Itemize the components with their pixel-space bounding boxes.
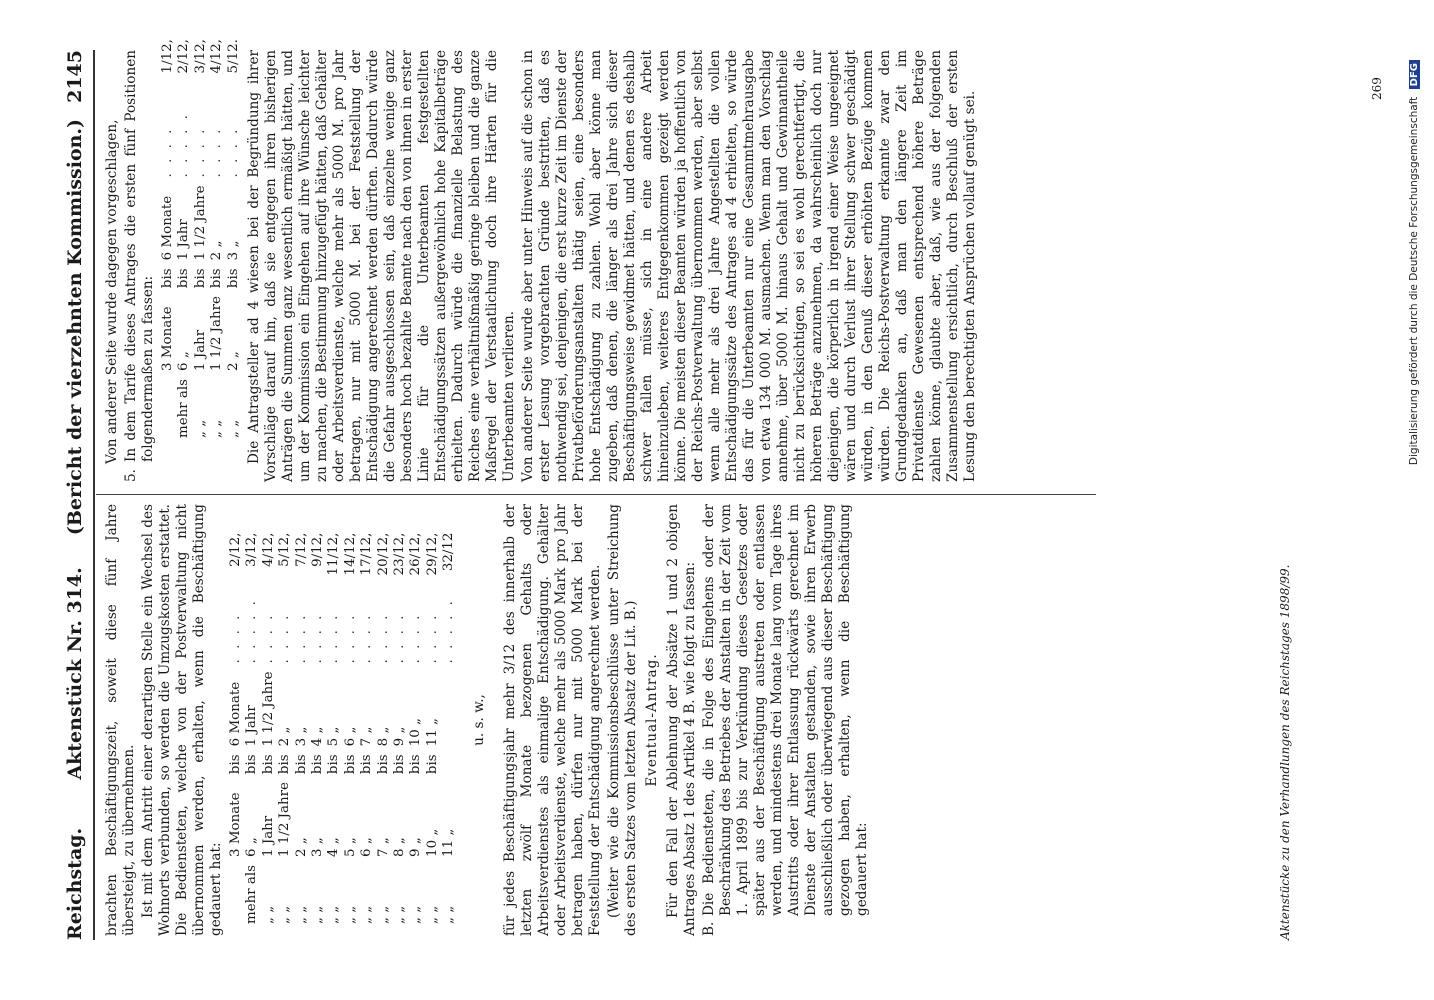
schedule-to: 2 „: [209, 240, 225, 261]
schedule-prefix: [160, 375, 176, 442]
schedule-fraction: 23/12,: [392, 532, 408, 576]
schedule-dots: . . . . .: [441, 598, 457, 664]
schedule-fraction: 17/12,: [359, 532, 375, 576]
paragraph: für jedes Beschäftigungsjahr mehr 3/12 des innerhalb der letzten zwölf Monate bezogenen Gehalts oder Arbeitsverdienstes als einmalige Entschädigung. Gehälter oder Arbeitsverdienste, welche mehr als 5000 Mark pro Jahr betragen haben, dürfen nur mit 5000 Mark bei der Feststellung der Entschädigung angerechnet werden.: [501, 504, 603, 936]
schedule-prefix: „ „: [424, 905, 440, 924]
schedule-fraction: 2/12,: [176, 39, 192, 74]
schedule-from: 9 „: [408, 837, 424, 857]
schedule-to: 9 „: [392, 726, 408, 747]
schedule-dots: . . . . .: [244, 598, 260, 664]
schedule-to: 11 „: [424, 718, 440, 747]
schedule-from: 8 „: [392, 837, 408, 857]
schedule-bis: bis: [392, 754, 408, 775]
paragraph: Von anderer Seite wurde dagegen vorgeschlagen,: [104, 119, 120, 464]
schedule-dots: . . . .: [424, 612, 440, 664]
sheet-number: 269: [1370, 77, 1384, 100]
schedule-prefix: „ „: [260, 905, 276, 924]
schedule-dots: . . . .: [277, 612, 293, 664]
schedule-bis: [441, 750, 457, 778]
column-divider: [96, 494, 1096, 495]
schedule-prefix: „ „: [342, 905, 358, 924]
footer-note: Aktenstücke zu den Verhandlungen des Reichstages 1898/99.: [1278, 564, 1292, 940]
schedule-row: [226, 35, 242, 442]
schedule-row: [228, 529, 244, 928]
schedule-to: 2 „: [277, 726, 293, 747]
schedule-bis: bis: [293, 754, 309, 775]
list-item-5: [123, 50, 157, 482]
schedule-dots: . . . .: [375, 612, 391, 664]
schedule-to: [441, 667, 457, 750]
schedule-from: 6 „: [176, 351, 192, 371]
schedule-to: 6 „: [342, 726, 358, 747]
schedule-row: [441, 529, 457, 928]
schedule-row: [261, 529, 277, 928]
schedule-bis: bis: [176, 268, 192, 289]
schedule-bis: bis: [244, 754, 260, 775]
schedule-dots: . . . .: [160, 126, 175, 178]
schedule-bis: bis: [192, 268, 208, 289]
schedule-prefix: „ „: [359, 905, 375, 924]
header-middle: Aktenstück Nr. 314.: [64, 567, 86, 780]
list-text: In dem Tarife dieses Antrages die ersten fünf Positionen folgendermaßen zu fassen:: [123, 50, 156, 462]
schedule-to: 1 1/2 Jahre: [260, 671, 276, 747]
list-label: B.: [700, 921, 717, 936]
page-header: [60, 50, 90, 940]
schedule-bis: bis: [342, 754, 358, 775]
paragraph: Von anderer Seite wurde aber unter Hinweis auf die schon in erster Lesung vorgebrachten Gründe bestritten, daß es nothwendig sei, denjenigen, die erst kurze Zeit im Dienste der Privatbeförderungsanstalten thätig seien, eine besonders hohe Entschädigung zu zahlen. Wohl aber könne man zugeben, daß denen, die länger als drei Jahre sich dieser Beschäftigungsweise gewidmet hätten, und denen es deshalb schwer fallen müsse, sich in eine andere Arbeit hineinzuleben, weiteres Entgegenkommen gezeigt werden könne. Die meisten dieser Beamten würden ja hoffentlich von der Reichs-Postverwaltung übernommen werden, aber selbst wenn alle mehr als drei Jahre Angestellten die vollen Entschädigungssätze des Antrages ad 4 erhielten, so würde das für die Unterbeamten nur eine Gesammtmehrausgabe von etwa 134 000 M. ausmachen. Wenn man den Vorschlag annehme, über 5000 M. hinaus Gehalt und Gewinnantheile nicht zu berücksichtigen, so sei es wohl gerechtfertigt, die höheren Beträge anzunehmen, da wahrscheinlich doch nur diejenigen, die körperlich in irgend einer Weise ungeeignet wären und durch Verlust ihrer Stellung schwer geschädigt würden, in den Genuß dieser erhöhten Bezüge kommen würden. Die Reichs-Postverwaltung erkannte zwar den Grundgedanken an, daß man den längere Zeit im Privatdienste Gewesenen entsprechend höhere Beträge zahlen könne, glaubte aber, daß, wie aus der folgenden Zusammenstellung ersichtlich, durch Beschluß der ersten Lesung den berechtigten Ansprüchen vollauf genügt sei.: [520, 50, 979, 482]
schedule-bis: bis: [424, 754, 440, 775]
schedule-bis: bis: [260, 754, 276, 775]
schedule-from: 2 „: [293, 837, 309, 857]
schedule-fraction: 5/12.: [225, 39, 241, 74]
schedule-from: 3 „: [310, 837, 326, 857]
schedule-row: [176, 35, 192, 442]
header-rule: [93, 50, 95, 940]
section-title: Eventual-Antrag.: [643, 653, 660, 787]
schedule-from: 1 1/2 Jahre: [209, 296, 225, 371]
schedule-from: 3 Monate: [160, 306, 175, 371]
list-text: Die Bediensteten, die in Folge des Eingehens oder der Beschränkung des Betriebes der Anstalten in der Zeit vom 1. April 1899 bis zur Verkündung dieses Gesetzes oder später aus der Beschäftigung austreten oder entlassen werden, und mindestens drei Monate lang vom Tage ihres Austritts oder ihrer Entlassung rückwärts gerechnet im Dienste der Anstalten gestanden, sowie ihren Erwerb ausschließlich oder überwiegend aus dieser Beschäftigung gezogen haben, erhalten, wenn die Beschäftigung gedauert hat:: [700, 504, 870, 916]
schedule-fraction: 7/12,: [293, 532, 309, 567]
right-column: [104, 39, 981, 482]
schedule-from: 7 „: [375, 837, 391, 857]
schedule-row: [343, 529, 359, 928]
schedule-to: 3 „: [293, 726, 309, 747]
schedule-bis: bis: [277, 754, 293, 775]
schedule-dots: . . . . .: [176, 112, 192, 178]
schedule-to: 6 Monate: [228, 681, 243, 747]
schedule-prefix: „ „: [209, 419, 225, 438]
schedule-prefix: „ „: [192, 419, 208, 438]
schedule-dots: . . . .: [192, 126, 208, 178]
dfg-logo: DFG: [1409, 60, 1420, 89]
schedule-fraction: 11/12,: [326, 532, 342, 576]
schedule-dots: . . . .: [359, 612, 375, 664]
schedule-to: 10 „: [408, 718, 424, 747]
schedule-fraction: 3/12,: [244, 532, 260, 567]
schedule-from: 1 1/2 Jahre: [277, 782, 293, 857]
schedule-bis: bis: [408, 754, 424, 775]
schedule-from: 1 Jahr: [192, 329, 208, 371]
paragraph: (Weiter wie die Kommissionsbeschlüsse unter Streichung des ersten Satzes vom letzten Absatz der Lit. B.): [605, 504, 639, 936]
schedule-fraction: 5/12,: [277, 532, 293, 567]
schedule-dots: . . . .: [408, 612, 424, 664]
compensation-schedule: [160, 35, 242, 442]
schedule-from: 4 „: [326, 837, 342, 857]
schedule-fraction: 1/12,: [160, 39, 175, 74]
schedule-dots: . . . .: [225, 126, 241, 178]
list-item-b: [701, 504, 871, 936]
paragraph: brachten Beschäftigungszeit, soweit diese fünf Jahre übersteigt, zu übernehmen.: [104, 504, 137, 936]
paragraph: Ist mit dem Antritt einer derartigen Stelle ein Wechsel des Wohnorts verbunden, so werden die Umzugskosten erstattet. Die Bediensteten, welche von der Postverwaltung nicht übernommen werden, erhalten, wenn die Beschäftigung gedauert hat:: [140, 504, 224, 936]
schedule-prefix: „ „: [293, 905, 309, 924]
schedule-bis: bis: [359, 754, 375, 775]
schedule-fraction: 2/12,: [228, 532, 243, 567]
schedule-fraction: 26/12,: [408, 532, 424, 576]
header-left: Reichstag.: [64, 827, 86, 940]
schedule-to: 3 „: [225, 240, 241, 261]
schedule-fraction: 20/12,: [375, 532, 391, 576]
schedule-row: [277, 529, 293, 928]
schedule-dots: . . . .: [260, 612, 276, 664]
schedule-to: 5 „: [326, 726, 342, 747]
schedule-from: 6 „: [359, 837, 375, 857]
schedule-row: [359, 529, 375, 928]
schedule-from: 2 „: [225, 351, 241, 371]
schedule-dots: . . . .: [310, 612, 326, 664]
digitization-credit: [1408, 60, 1420, 940]
schedule-dots: . . . .: [392, 612, 408, 664]
schedule-fraction: 14/12,: [342, 532, 358, 576]
page-number: 2145: [64, 50, 86, 103]
schedule-row: [244, 529, 260, 928]
schedule-from: 1 Jahr: [260, 815, 276, 857]
schedule-dots: . . . .: [293, 612, 309, 664]
usw-line: u. s. w.,: [471, 694, 488, 746]
schedule-prefix: „ „: [225, 419, 241, 438]
schedule-to: 8 „: [375, 726, 391, 747]
schedule-row: [326, 529, 342, 928]
schedule-row: [376, 529, 392, 928]
left-column: [104, 504, 873, 936]
schedule-row: [294, 529, 310, 928]
schedule-to: 7 „: [359, 726, 375, 747]
schedule-row: [425, 529, 441, 928]
schedule-dots: . . . .: [228, 612, 243, 664]
schedule-from: 5 „: [342, 837, 358, 857]
schedule-row: [193, 35, 209, 442]
schedule-prefix: [228, 861, 244, 928]
schedule-prefix: „ „: [326, 905, 342, 924]
schedule-bis: bis: [225, 268, 241, 289]
schedule-prefix: mehr als: [176, 378, 192, 438]
schedule-from: 3 Monate: [228, 792, 243, 857]
schedule-prefix: „ „: [441, 905, 457, 924]
schedule-fraction: 29/12,: [424, 532, 440, 576]
schedule-bis: bis: [160, 268, 175, 289]
schedule-dots: . . . .: [342, 612, 358, 664]
schedule-row: [209, 35, 225, 442]
schedule-fraction: 4/12,: [209, 39, 225, 74]
schedule-to: 4 „: [310, 726, 326, 747]
schedule-prefix: „ „: [277, 905, 293, 924]
schedule-fraction: 4/12,: [260, 532, 276, 567]
schedule-prefix: mehr als: [244, 864, 260, 924]
schedule-fraction: 32/12: [441, 532, 457, 572]
schedule-bis: bis: [326, 754, 342, 775]
schedule-bis: bis: [209, 268, 225, 289]
schedule-prefix: „ „: [392, 905, 408, 924]
schedule-from: 11 „: [441, 828, 457, 857]
paragraph: Für den Fall der Ablehnung der Absätze 1 und 2 obigen Antrages Absatz 1 des Artikel 4 B. wie folgt zu fassen:: [664, 504, 698, 936]
schedule-prefix: „ „: [310, 905, 326, 924]
header-right: (Bericht der vierzehnten Kommission.): [64, 118, 86, 536]
schedule-from: 10 „: [424, 828, 440, 857]
digitization-text: Digitalisierung gefördert durch die Deutsche Forschungsgemeinschaft: [1408, 96, 1420, 466]
schedule-prefix: „ „: [375, 905, 391, 924]
schedule-bis: bis: [228, 754, 243, 775]
schedule-row: [408, 529, 424, 928]
schedule-fraction: 3/12,: [192, 39, 208, 74]
compensation-schedule: [228, 529, 458, 928]
schedule-to: 1 Jahr: [244, 705, 260, 747]
schedule-from: 6 „: [244, 837, 260, 857]
schedule-to: 1 Jahr: [176, 219, 192, 261]
schedule-bis: bis: [310, 754, 326, 775]
schedule-dots: . . . .: [326, 612, 342, 664]
list-label: 5.: [123, 469, 139, 482]
schedule-row: [160, 35, 176, 442]
schedule-bis: bis: [375, 754, 391, 775]
schedule-fraction: 9/12,: [310, 532, 326, 567]
schedule-row: [310, 529, 326, 928]
schedule-dots: . . . .: [209, 126, 225, 178]
schedule-to: 1 1/2 Jahre: [192, 185, 208, 261]
schedule-prefix: „ „: [408, 905, 424, 924]
schedule-row: [392, 529, 408, 928]
schedule-to: 6 Monate: [160, 195, 175, 261]
paragraph: Die Antragsteller ad 4 wiesen bei der Begründung ihrer Vorschläge darauf hin, daß sie entgegen ihren bisherigen Anträgen die Summen ganz wesentlich ermäßigt hätten, und um der Kommission ein Eingehen auf ihre Wünsche leichter zu machen, die Bestimmung hinzugefügt hätten, daß Gehälter oder Arbeitsverdienste, welche mehr als 5000 M. pro Jahr betragen, nur mit 5000 M. bei der Feststellung der Entschädigung angerechnet werden dürften. Dadurch würde die Gefahr ausgeschlossen sein, daß einzelne wenige ganz besonders hoch bezahlte Beamte nach den von ihnen in erster Linie für die Unterbeamten festgestellten Entschädigungssätzen außergewöhnlich hohe Kapitalbeträge erhielten. Dadurch würde die finanzielle Belastung des Reiches eine verhältnißmäßig geringe bleiben und die ganze Maßregel der Verstaatlichung doch ihre Härten für die Unterbeamten verlieren.: [246, 50, 518, 482]
